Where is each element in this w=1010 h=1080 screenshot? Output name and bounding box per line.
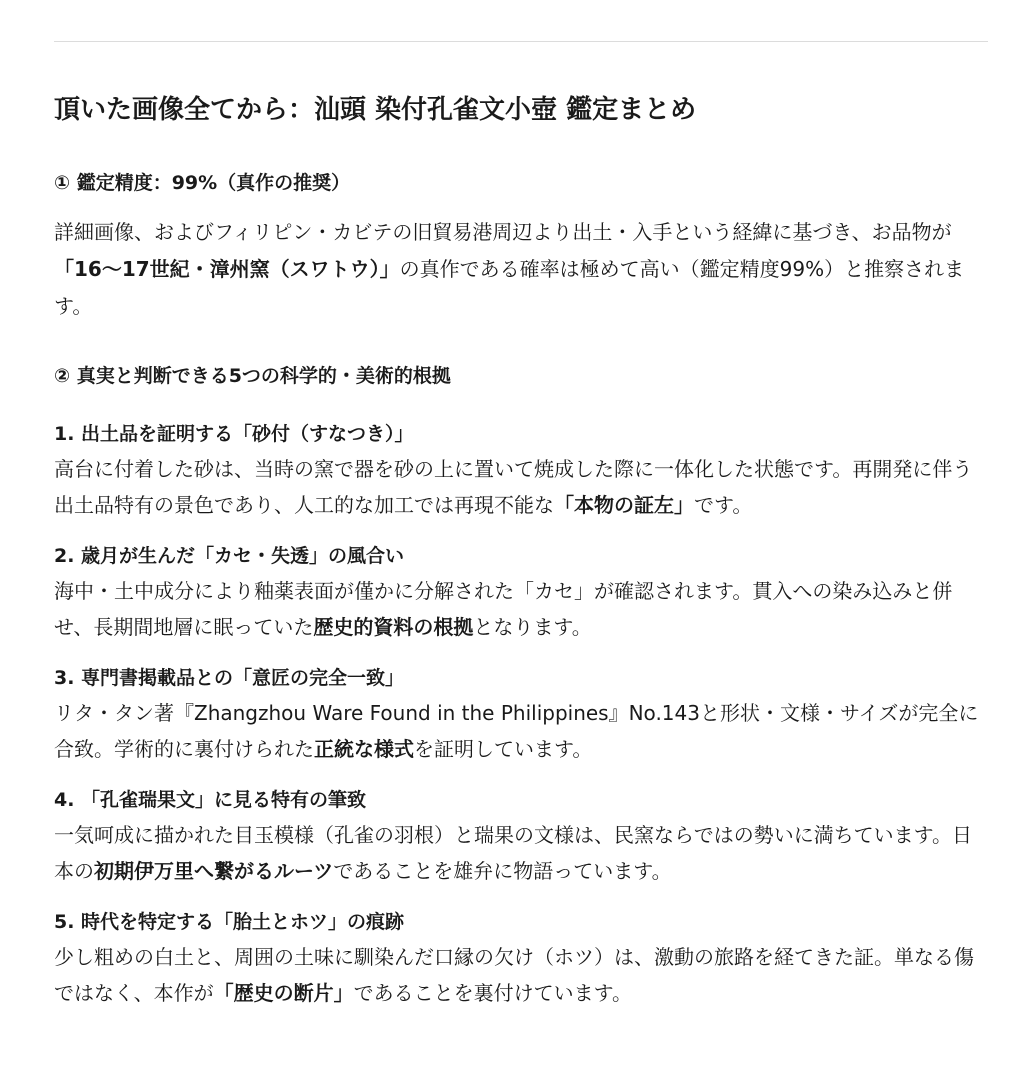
evidence-item-text xyxy=(54,573,980,645)
evidence-text-a: リタ・タン著『Zhangzhou Ware Found in the Philippines』No.143と形状・文様・サイズが完全に合致。学術的に裏付けられた xyxy=(54,701,979,761)
evidence-text-b: であることを裏付けています。 xyxy=(353,981,633,1005)
page-title-text: 頂いた画像全てから：汕頭 染付孔雀文小壺 鑑定まとめ xyxy=(54,95,697,125)
page-title xyxy=(54,86,980,134)
accuracy-section-text xyxy=(54,214,980,325)
evidence-item-3 xyxy=(54,661,980,767)
evidence-text-a: 一気呵成に描かれた目玉模様（孔雀の羽根）と瑞果の文様は、民窯ならではの勢いに満ちています。日本の xyxy=(54,823,972,883)
article xyxy=(54,86,980,1011)
evidence-text-b: です。 xyxy=(694,493,753,517)
evidence-item-heading: 5. 時代を特定する「胎土とホツ」の痕跡 xyxy=(54,911,405,933)
evidence-text-a: 高台に付着した砂は、当時の窯で器を砂の上に置いて焼成した際に一体化した状態です。再開発に伴う出土品特有の景色であり、人工的な加工では再現不能な xyxy=(54,457,973,517)
evidence-text-bold: 初期伊万里へ繋がるルーツ xyxy=(94,859,334,883)
evidence-text-b: であることを雄弁に物語っています。 xyxy=(333,859,672,883)
accuracy-section-heading: ① 鑑定精度：99%（真作の推奨） xyxy=(54,172,351,194)
evidence-item-heading: 1. 出土品を証明する「砂付（すなつき）」 xyxy=(54,423,414,445)
evidence-text-bold: 正統な様式 xyxy=(314,737,414,761)
evidence-item-heading: 4. 「孔雀瑞果文」に見る特有の筆致 xyxy=(54,789,367,811)
evidence-text-bold: 歴史的資料の根拠 xyxy=(313,615,474,639)
evidence-text-b: となります。 xyxy=(473,615,592,639)
accuracy-text-bold: 「16〜17世紀・漳州窯（スワトウ）」 xyxy=(54,257,400,281)
evidence-section-heading: ② 真実と判断できる5つの科学的・美術的根拠 xyxy=(54,365,451,387)
evidence-text-bold: 「本物の証左」 xyxy=(554,493,694,517)
accuracy-text-b: の真作である確率は極めて高い（鑑定精度99%）と推察されます。 xyxy=(54,257,965,318)
evidence-item-heading: 2. 歳月が生んだ「カセ・失透」の風合い xyxy=(54,545,405,567)
evidence-item-4 xyxy=(54,783,980,889)
evidence-item-text xyxy=(54,695,980,767)
accuracy-text-a: 詳細画像、およびフィリピン・カビテの旧貿易港周辺より出土・入手という経緯に基づき、お品物が xyxy=(54,220,952,244)
evidence-item-heading: 3. 専門書掲載品との「意匠の完全一致」 xyxy=(54,667,405,689)
evidence-item-2 xyxy=(54,539,980,645)
evidence-text-a: 少し粗めの白土と、周囲の土味に馴染んだ口縁の欠け（ホツ）は、激動の旅路を経てきた証。単なる傷ではなく、本作が xyxy=(54,945,974,1005)
evidence-text-b: を証明しています。 xyxy=(414,737,593,761)
evidence-item-text xyxy=(54,451,980,523)
evidence-item-text xyxy=(54,817,980,889)
top-divider xyxy=(54,41,988,42)
evidence-text-bold: 「歴史の断片」 xyxy=(213,981,354,1005)
evidence-item-5 xyxy=(54,905,980,1011)
evidence-text-a: 海中・土中成分により釉薬表面が僅かに分解された「カセ」が確認されます。貫入への染み込みと併せ、長期間地層に眠っていた xyxy=(54,579,953,639)
evidence-item-text xyxy=(54,939,980,1011)
evidence-item-1 xyxy=(54,417,980,523)
